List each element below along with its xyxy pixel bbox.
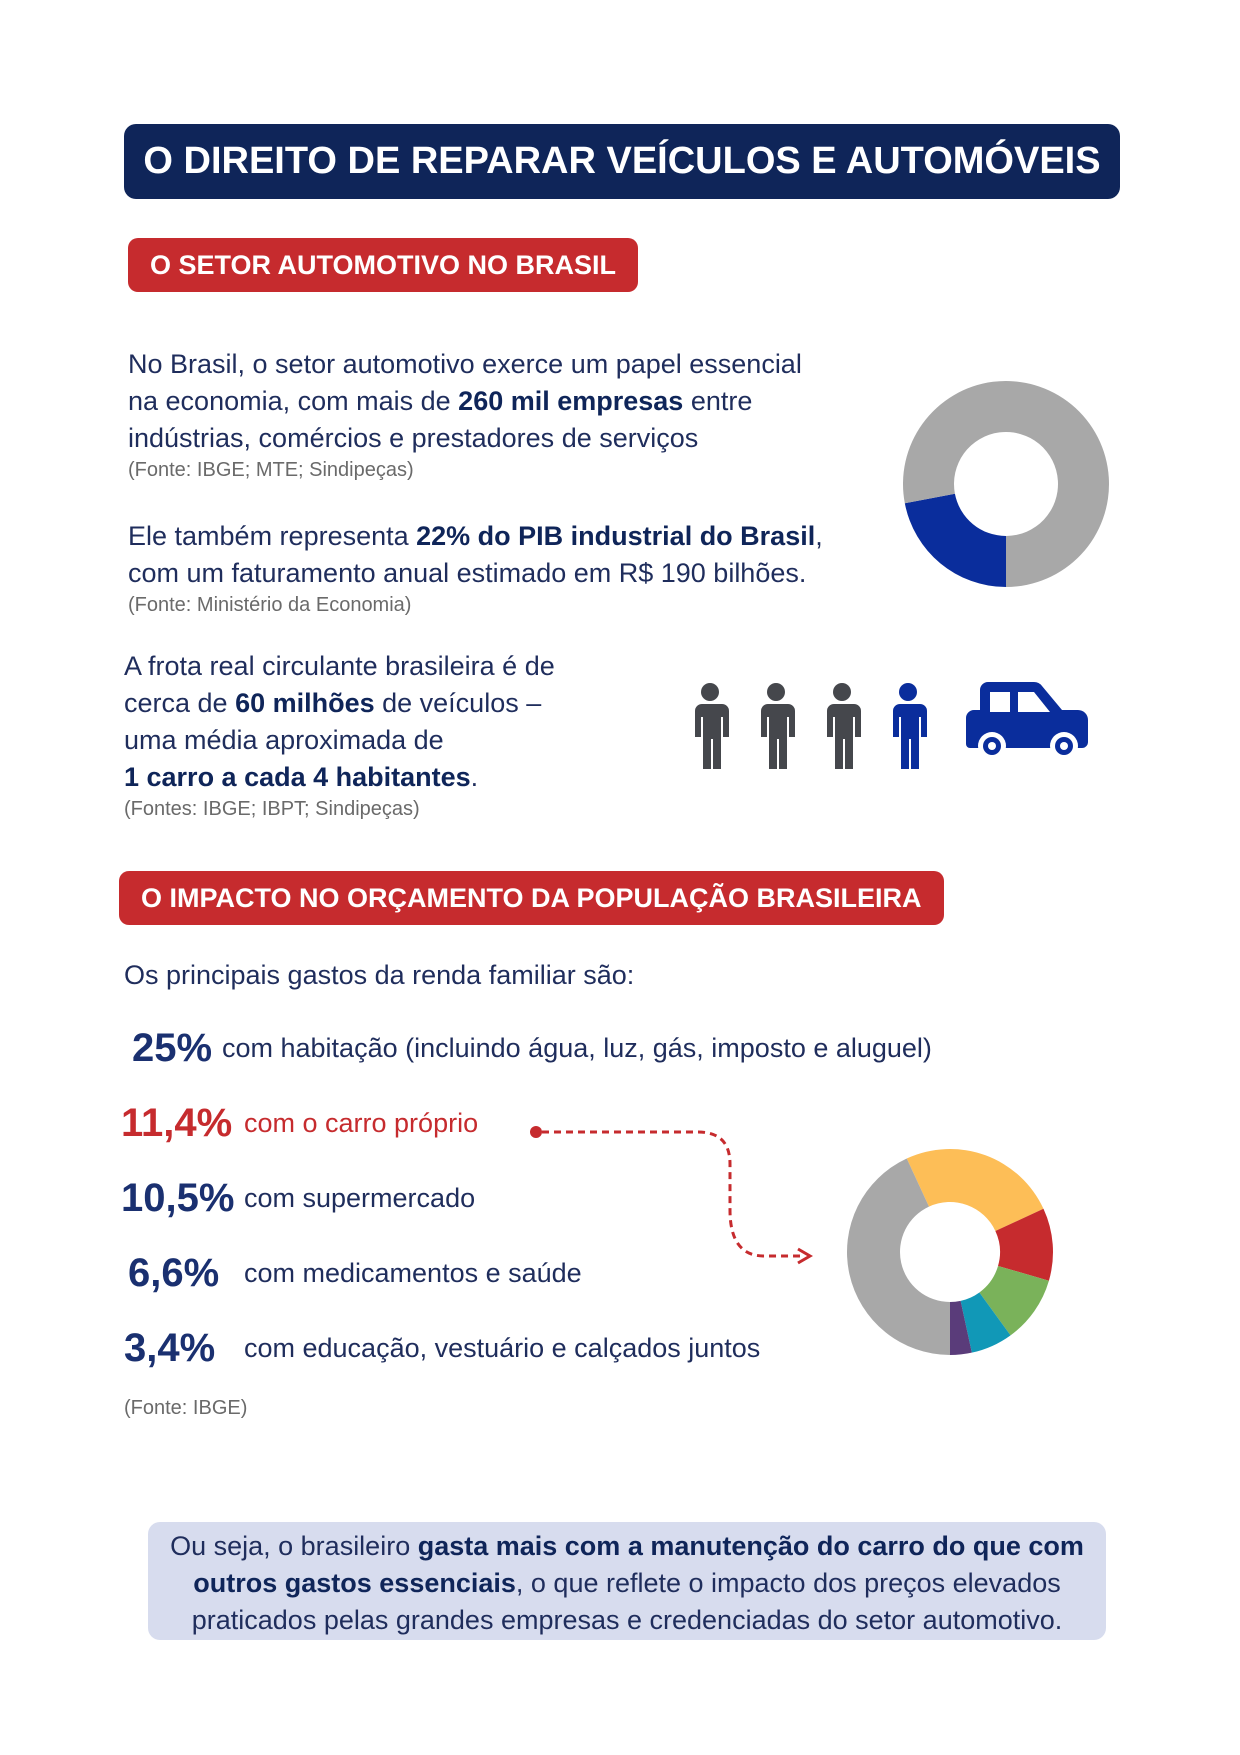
paragraph-frota: [124, 648, 684, 822]
paragraph-frota-line1: A frota real circulante brasileira é de: [124, 651, 555, 681]
conclusion-line1: Ou seja, o brasileiro gasta mais com a manutenção do carro do que com: [170, 1531, 1084, 1561]
paragraph-empresas-line1: No Brasil, o setor automotivo exerce um papel essencial: [128, 349, 802, 379]
pib-donut-chart: [902, 380, 1110, 588]
pct-educacao: 3,4%: [124, 1326, 216, 1370]
source-frota: (Fontes: IBGE; IBPT; Sindipeças): [124, 798, 420, 820]
conclusion-box: [148, 1522, 1106, 1640]
paragraph-pib-line1: Ele também representa 22% do PIB industrial do Brasil,: [128, 521, 823, 551]
section-heading-setor: [128, 238, 638, 292]
main-title: O DIREITO DE REPARAR VEÍCULOS E AUTOMÓVEIS: [143, 140, 1101, 182]
pct-carro: 11,4%: [121, 1101, 233, 1145]
main-title-banner: [124, 124, 1120, 199]
label-saude: com medicamentos e saúde: [244, 1258, 582, 1288]
label-habitacao: com habitação (incluindo água, luz, gás, imposto e aluguel): [222, 1033, 932, 1063]
label-supermercado: com supermercado: [244, 1183, 476, 1213]
paragraph-empresas: [128, 346, 908, 483]
person-icon: [761, 683, 795, 769]
people-icons: [686, 682, 934, 770]
pct-supermercado: 10,5%: [121, 1176, 235, 1220]
label-carro: com o carro próprio: [244, 1108, 479, 1138]
label-educacao: com educação, vestuário e calçados juntos: [244, 1333, 761, 1363]
dashed-arrow-icon: [528, 1116, 818, 1266]
highlight-1-carro: 1 carro a cada 4 habitantes: [124, 762, 471, 792]
highlight-60-milhoes: 60 milhões: [235, 688, 375, 718]
source-gastos: (Fonte: IBGE): [124, 1397, 248, 1419]
conclusion-line2: outros gastos essenciais, o que reflete o impacto dos preços elevados: [193, 1568, 1061, 1598]
source-empresas: (Fonte: IBGE; MTE; Sindipeças): [128, 459, 414, 481]
section-heading-impacto: [119, 871, 944, 925]
pct-saude: 6,6%: [128, 1251, 220, 1295]
paragraph-empresas-line2: na economia, com mais de 260 mil empresas entre: [128, 386, 753, 416]
gastos-donut-chart: [846, 1148, 1054, 1356]
paragraph-frota-line4: 1 carro a cada 4 habitantes.: [124, 762, 479, 792]
paragraph-empresas-line3: indústrias, comércios e prestadores de serviços: [128, 423, 699, 453]
section-heading-impacto-text: O IMPACTO NO ORÇAMENTO DA POPULAÇÃO BRASILEIRA: [141, 882, 922, 913]
person-icon: [695, 683, 729, 769]
conclusion-line3: praticados pelas grandes empresas e credenciadas do setor automotivo.: [191, 1605, 1063, 1635]
section-heading-setor-text: O SETOR AUTOMOTIVO NO BRASIL: [150, 249, 617, 280]
intro-gastos: Os principais gastos da renda familiar são:: [124, 960, 635, 990]
paragraph-pib-line2: com um faturamento anual estimado em R$ 190 bilhões.: [128, 558, 807, 588]
pct-habitacao: 25%: [132, 1026, 213, 1070]
paragraph-frota-line2: cerca de 60 milhões de veículos –: [124, 688, 542, 718]
paragraph-pib: [128, 518, 908, 618]
pib-donut-slice-0: [905, 494, 1006, 587]
source-pib: (Fonte: Ministério da Economia): [128, 594, 412, 616]
person-highlighted-icon: [893, 683, 927, 769]
car-icon: [966, 682, 1092, 764]
highlight-pib: 22% do PIB industrial do Brasil: [416, 521, 816, 551]
highlight-260-mil: 260 mil empresas: [458, 386, 684, 416]
person-icon: [827, 683, 861, 769]
paragraph-frota-line3: uma média aproximada de: [124, 725, 444, 755]
